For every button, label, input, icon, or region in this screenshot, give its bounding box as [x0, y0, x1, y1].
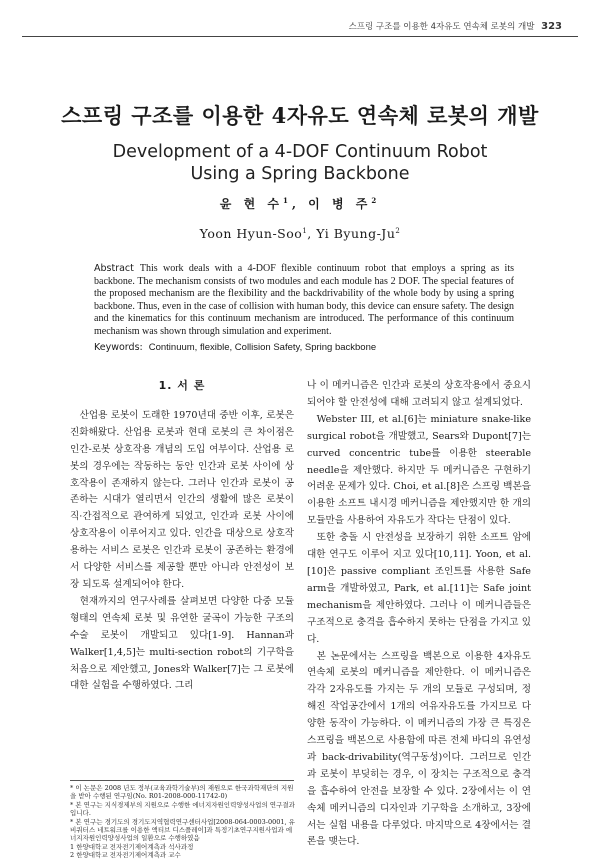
author-1-affil-mark-en: 1 [302, 226, 308, 235]
korean-authors [0, 195, 600, 212]
author-1-korean: 윤 현 수 [219, 197, 283, 211]
author-1-affil-mark: 1 [282, 196, 292, 205]
footnote: * 본 연구는 경기도의 경기도지역협력연구센터사업[2008-064-0003-0001, 유비쿼터스 네트워크를 이용한 액티브 디스플레이]과 특정기초연구지원사업과 에너지자원인력양성사업의 일환으로 수행하였음 [70, 817, 295, 843]
body-paragraph: 또한 충돌 시 안전성을 보장하기 위한 소프트 암에 대한 연구도 이루어 지고 있다[10,11]. Yoon, et al.[10]은 passive compliant 조인트를 사용한 Safe arm을 개발하였고, Park, et al.[11]는 Safe joint mechanism을 제안하였다. 그러나 이 메커니즘들은 구조적으로 충격을 흡수하지 못하는 단점을 가지고 있다. [307, 532, 531, 645]
right-column [307, 378, 531, 851]
body-paragraph: Webster III, et al.[6]는 miniature snake-like surgical robot을 개발했고, Sears와 Dupont[7]는 curved concentric tube를 이용한 steerable needle을 제안했다. 하지만 두 메커니즘은 구현하기 어려운 문제가 있다. Choi, et al.[8]은 스프링 백본을 이용한 소프트 내시경 메커니즘을 제안했지만 한 개의 모듈만을 사용하여 자유도가 작다는 단점이 있다. [307, 413, 531, 527]
author-2-affil-mark: 2 [371, 196, 381, 205]
english-title-line-1: Development of a 4-DOF Continuum Robot [112, 142, 488, 162]
abstract-label: Abstract [94, 263, 134, 274]
keywords [94, 342, 514, 353]
footnote: 2 한양대학교 전자전기제어계측과 교수 [70, 851, 181, 860]
english-title-line-2: Using a Spring Backbone [190, 164, 410, 184]
korean-title: 스프링 구조를 이용한 4자유도 연속체 로봇의 개발 [61, 103, 539, 128]
author-2-korean: 이 병 주 [308, 197, 372, 211]
english-authors [0, 226, 600, 241]
footnote: 1 한양대학교 전자전기제어계측과 석사과정 [70, 842, 194, 851]
footnotes [70, 784, 298, 860]
running-head [349, 20, 562, 32]
english-title [0, 141, 600, 185]
author-separator: , [291, 197, 309, 211]
footnote: * 이 논문은 2008 년도 정부(교육과학기술부)의 재원으로 한국과학재단의 지원을 받아 수행된 연구임(No. R01-2008-000-11742-0) [70, 784, 294, 801]
body-paragraph: 본 논문에서는 스프링을 백본으로 이용한 4자유도 연속체 로봇의 메커니즘을 제안한다. 이 메커니즘은 각각 2자유도를 가지는 두 개의 모듈로 구성되며, 정해진 작업공간에서 1개의 여유자유도를 가지므로 다양한 동작이 가능하다. 이 메커니즘의 가장 큰 특징은 스프링을 백본으로 사용함에 따른 전체 바디의 유연성과 back-drivability(역구동성)이다. 그러므로 인간과 로봇이 부딪히는 경우, 이 장치는 구조적으로 충격을 흡수하여 안전을 보장할 수 있다. 2장에서는 이 연속체 메커니즘의 디자인과 기구학을 소개하고, 3장에서는 실험 내용을 다루었다. 마지막으로 4장에서는 결론을 맺는다. [307, 650, 531, 848]
author-2-affil-mark-en: 2 [395, 226, 401, 235]
running-title: 스프링 구조를 이용한 4자유도 연속체 로봇의 개발 [348, 22, 535, 32]
author-1-english: Yoon Hyun-Soo [199, 226, 303, 241]
abstract-text: This work deals with a 4-DOF flexible continuum robot that employs a spring as its backbone. The mechanism consists of two modules and each module has 2 DOF. The special features of the proposed mechanism are the flexibility and the backdrivability of the whole body by using a spring backbone. Thus, even in the case of collision with human body, this device can ensure safety. The design and the kinematics for this continuum mechanism are introduced. The performance of this continuum mechanism was shown through simulation and experiment. [94, 263, 514, 337]
abstract [94, 263, 514, 339]
author-separator-en: , [307, 226, 317, 241]
keywords-label: Keywords: [94, 342, 143, 353]
left-column [70, 378, 294, 695]
footnote: * 본 연구는 지식경제부의 지원으로 수행한 에너지자원인력양성사업의 연구결과입니다. [70, 800, 295, 818]
footnote-rule [70, 780, 294, 781]
keywords-text: Continuum, flexible, Collision Safety, Spring backbone [148, 342, 377, 353]
author-2-english: Yi Byung-Ju [316, 226, 396, 241]
section-heading: 1. 서 론 [158, 379, 206, 392]
page-number: 323 [541, 21, 562, 32]
header-rule [22, 36, 578, 37]
body-paragraph: 현재까지의 연구사례를 살펴보면 다양한 다중 모듈 형태의 연속체 로봇 및 유연한 굴곡이 가능한 구조의 수술 로봇이 개발되고 있다[1-9]. Hannan과 Walker[1,4,5]는 multi-section robot의 기구학을 처음으로 제안했고, Jones와 Walker[7]는 그 로봇에 대한 실험을 수행하였다. 그리 [70, 595, 294, 692]
body-paragraph: 나 이 메커니즘은 인간과 로봇의 상호작용에서 중요시 되어야 할 안전성에 대해 고려되지 않고 설계되었다. [307, 380, 531, 408]
body-paragraph: 산업용 로봇이 도래한 1970년대 중반 이후, 로봇은 진화해왔다. 산업용 로봇과 현대 로봇의 큰 차이점은 인간-로봇 상호작용 개념의 도입 여부이다. 산업용 로봇의 경우에는 작동하는 동안 인간과 로봇 사이에 상호작용이 존재하지 않는다. 그러나 인간과 로봇이 공존하는 시대가 열리면서 인간의 생활에 많은 로봇이 직·간접적으로 관여하게 되었고, 인간과 로봇 사이에 상호작용이 이루어지고 있다. 인간을 대상으로 상호작용하는 서비스 로봇은 인간과 로봇이 공존하는 환경에서 다양한 서비스를 제공할 뿐만 아니라 안전성이 보장 되도록 설계되어야 한다. [70, 409, 294, 590]
